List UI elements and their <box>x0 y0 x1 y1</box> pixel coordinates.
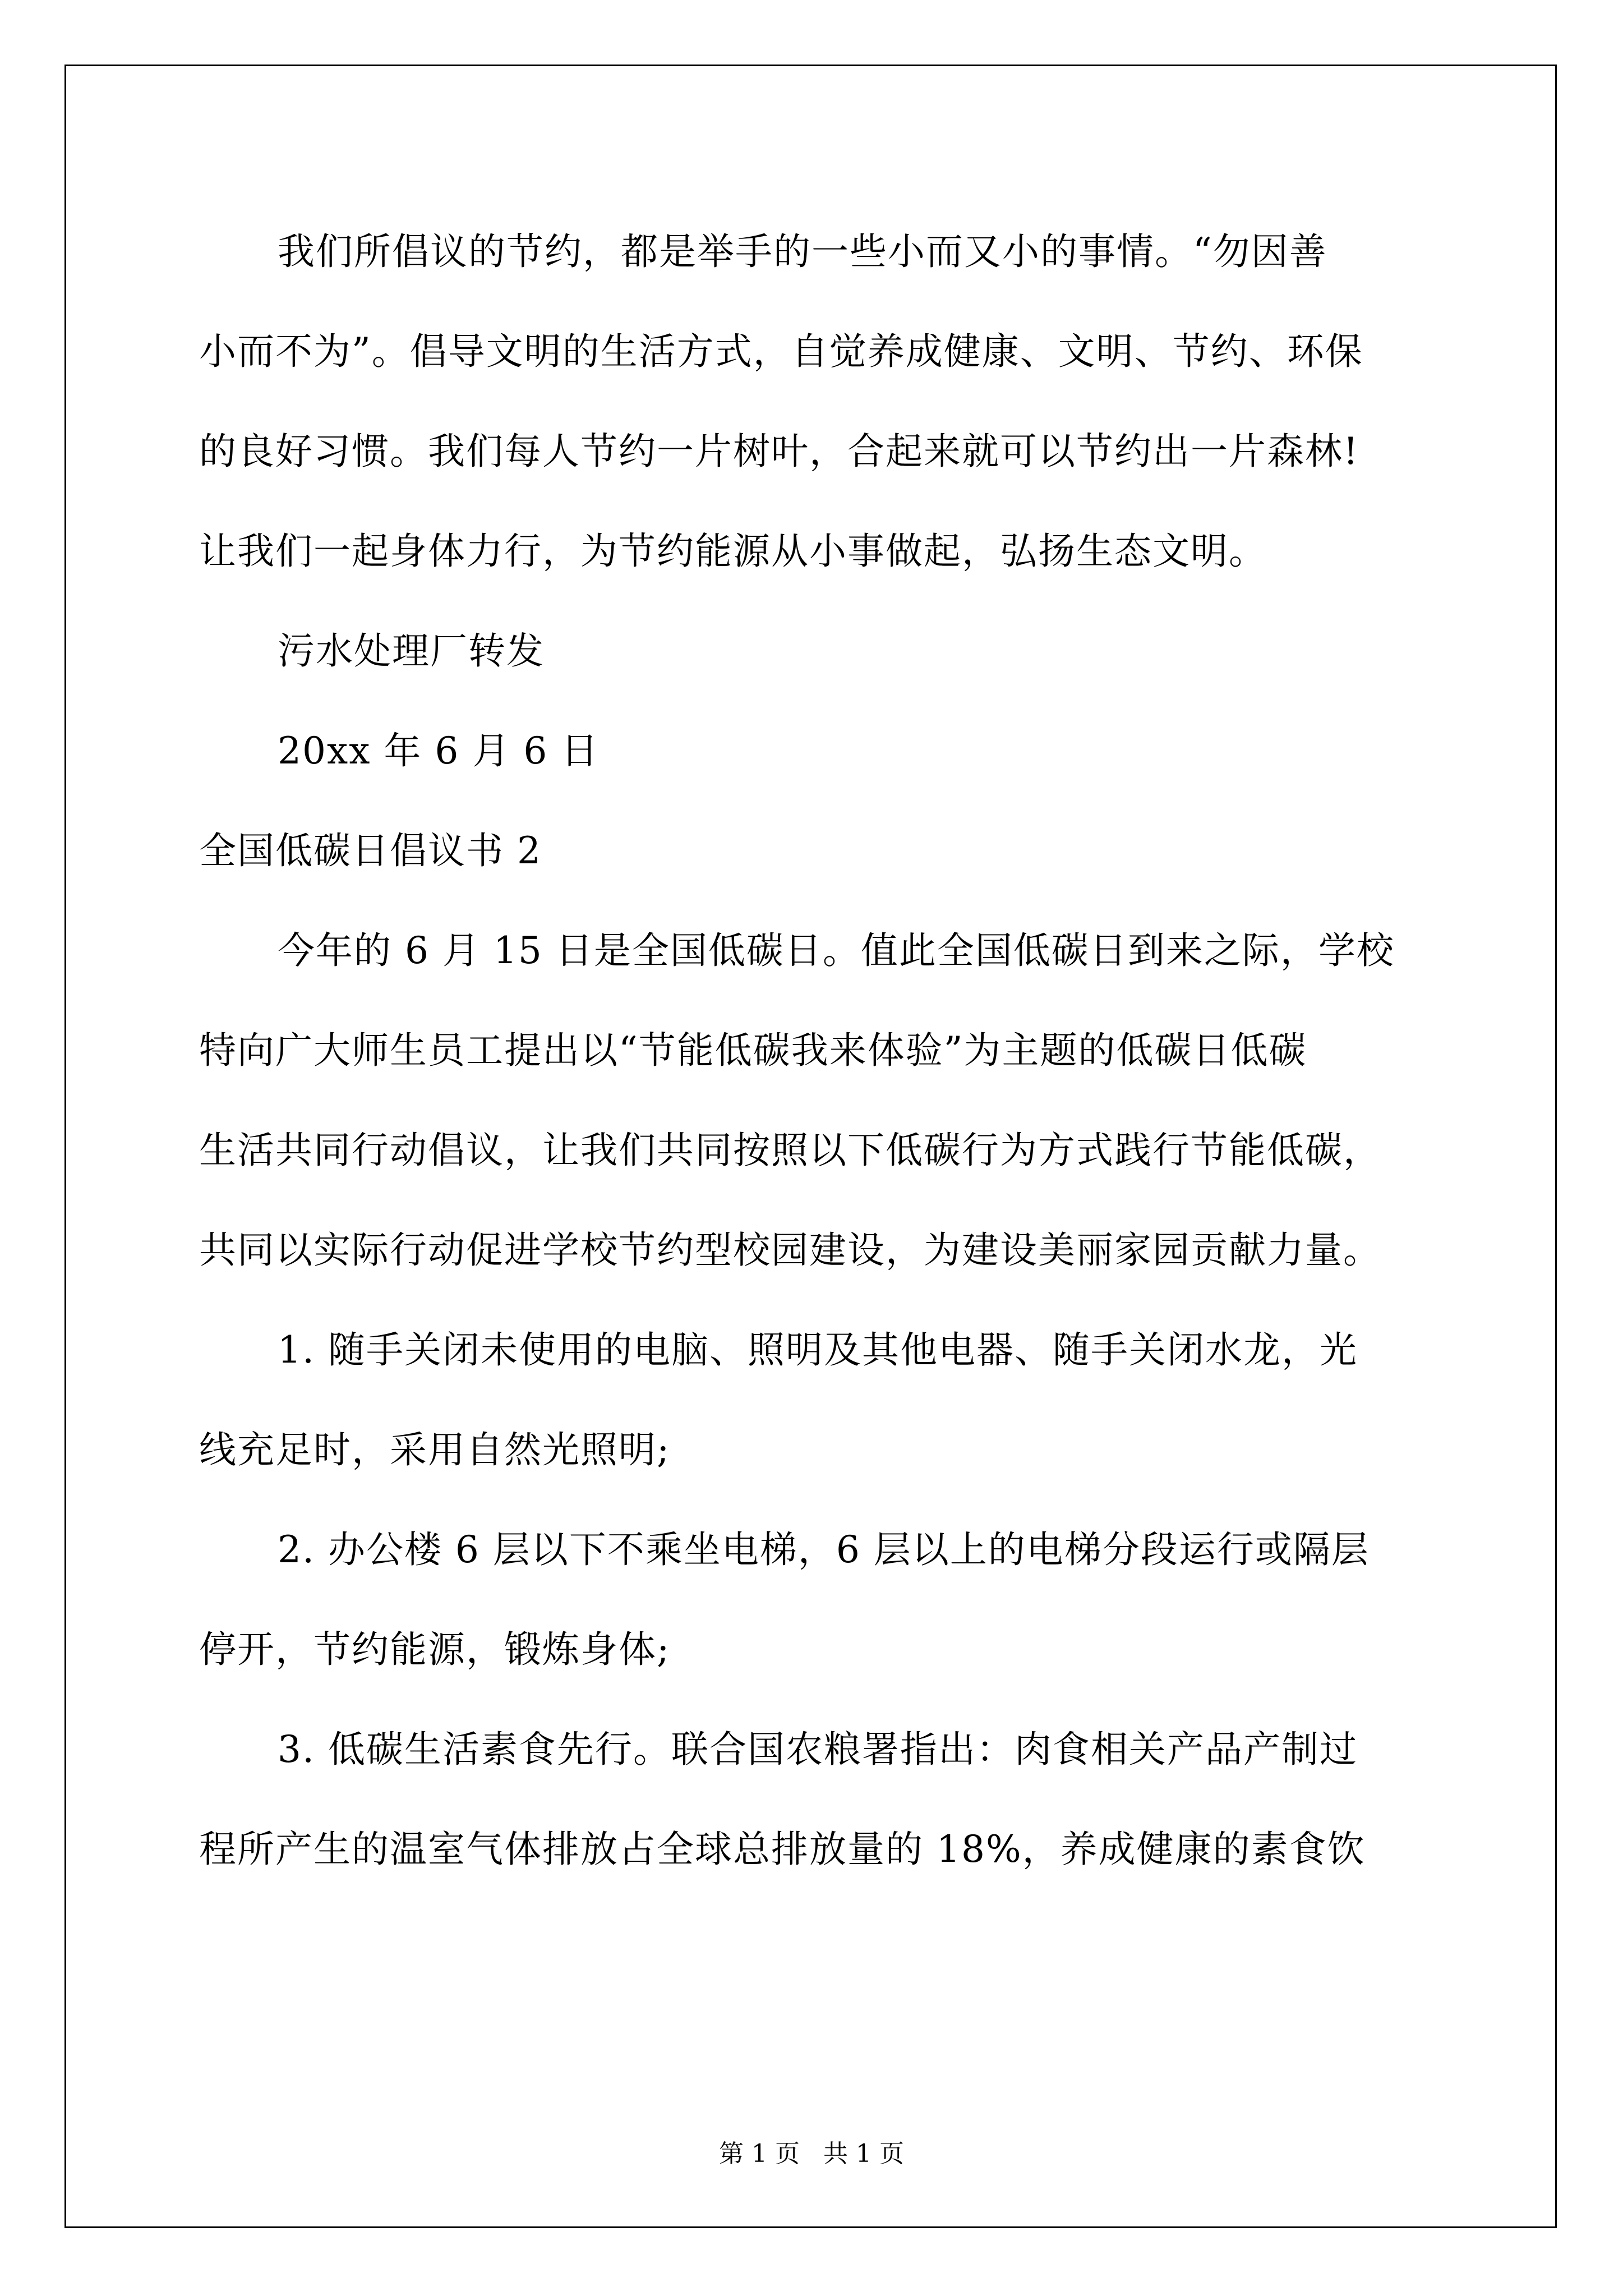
signature-line: 污水处理厂转发 <box>278 629 545 673</box>
paragraph-line: 共同以实际行动促进学校节约型校园建设，为建设美丽家园贡献力量。 <box>199 1228 1381 1272</box>
list-item-line: 3. 低碳生活素食先行。联合国农粮署指出：肉食相关产品产制过 <box>278 1728 1358 1771</box>
paragraph-line: 今年的 6 月 15 日是全国低碳日。值此全国低碳日到来之际，学校 <box>278 929 1395 972</box>
paragraph-line: 让我们一起身体力行，为节约能源从小事做起，弘扬生态文明。 <box>199 530 1267 573</box>
paragraph-line: 生活共同行动倡议，让我们共同按照以下低碳行为方式践行节能低碳， <box>199 1129 1381 1172</box>
section-title: 全国低碳日倡议书 2 <box>199 829 542 872</box>
paragraph-line: 的良好习惯。我们每人节约一片树叶，合起来就可以节约出一片森林! <box>199 430 1359 473</box>
list-item-line: 停开，节约能源，锻炼身体; <box>199 1628 671 1671</box>
list-item-line: 线充足时，采用自然光照明; <box>199 1428 671 1471</box>
list-item-line: 2. 办公楼 6 层以下不乘坐电梯，6 层以上的电梯分段运行或隔层 <box>278 1528 1370 1571</box>
date-line: 20xx 年 6 月 6 日 <box>278 729 600 772</box>
paragraph-line: 我们所倡议的节约，都是举手的一些小而又小的事情。“勿因善 <box>278 230 1327 273</box>
list-item-line: 程所产生的温室气体排放占全球总排放量的 18%，养成健康的素食饮 <box>199 1828 1366 1871</box>
list-item-line: 1. 随手关闭未使用的电脑、照明及其他电器、随手关闭水龙，光 <box>278 1328 1358 1372</box>
paragraph-line: 小而不为”。倡导文明的生活方式，自觉养成健康、文明、节约、环保 <box>199 330 1363 373</box>
document-body <box>199 202 1433 1899</box>
page-footer: 第 1 页 共 1 页 <box>719 2139 904 2168</box>
paragraph-line: 特向广大师生员工提出以“节能低碳我来体验”为主题的低碳日低碳 <box>199 1029 1307 1072</box>
